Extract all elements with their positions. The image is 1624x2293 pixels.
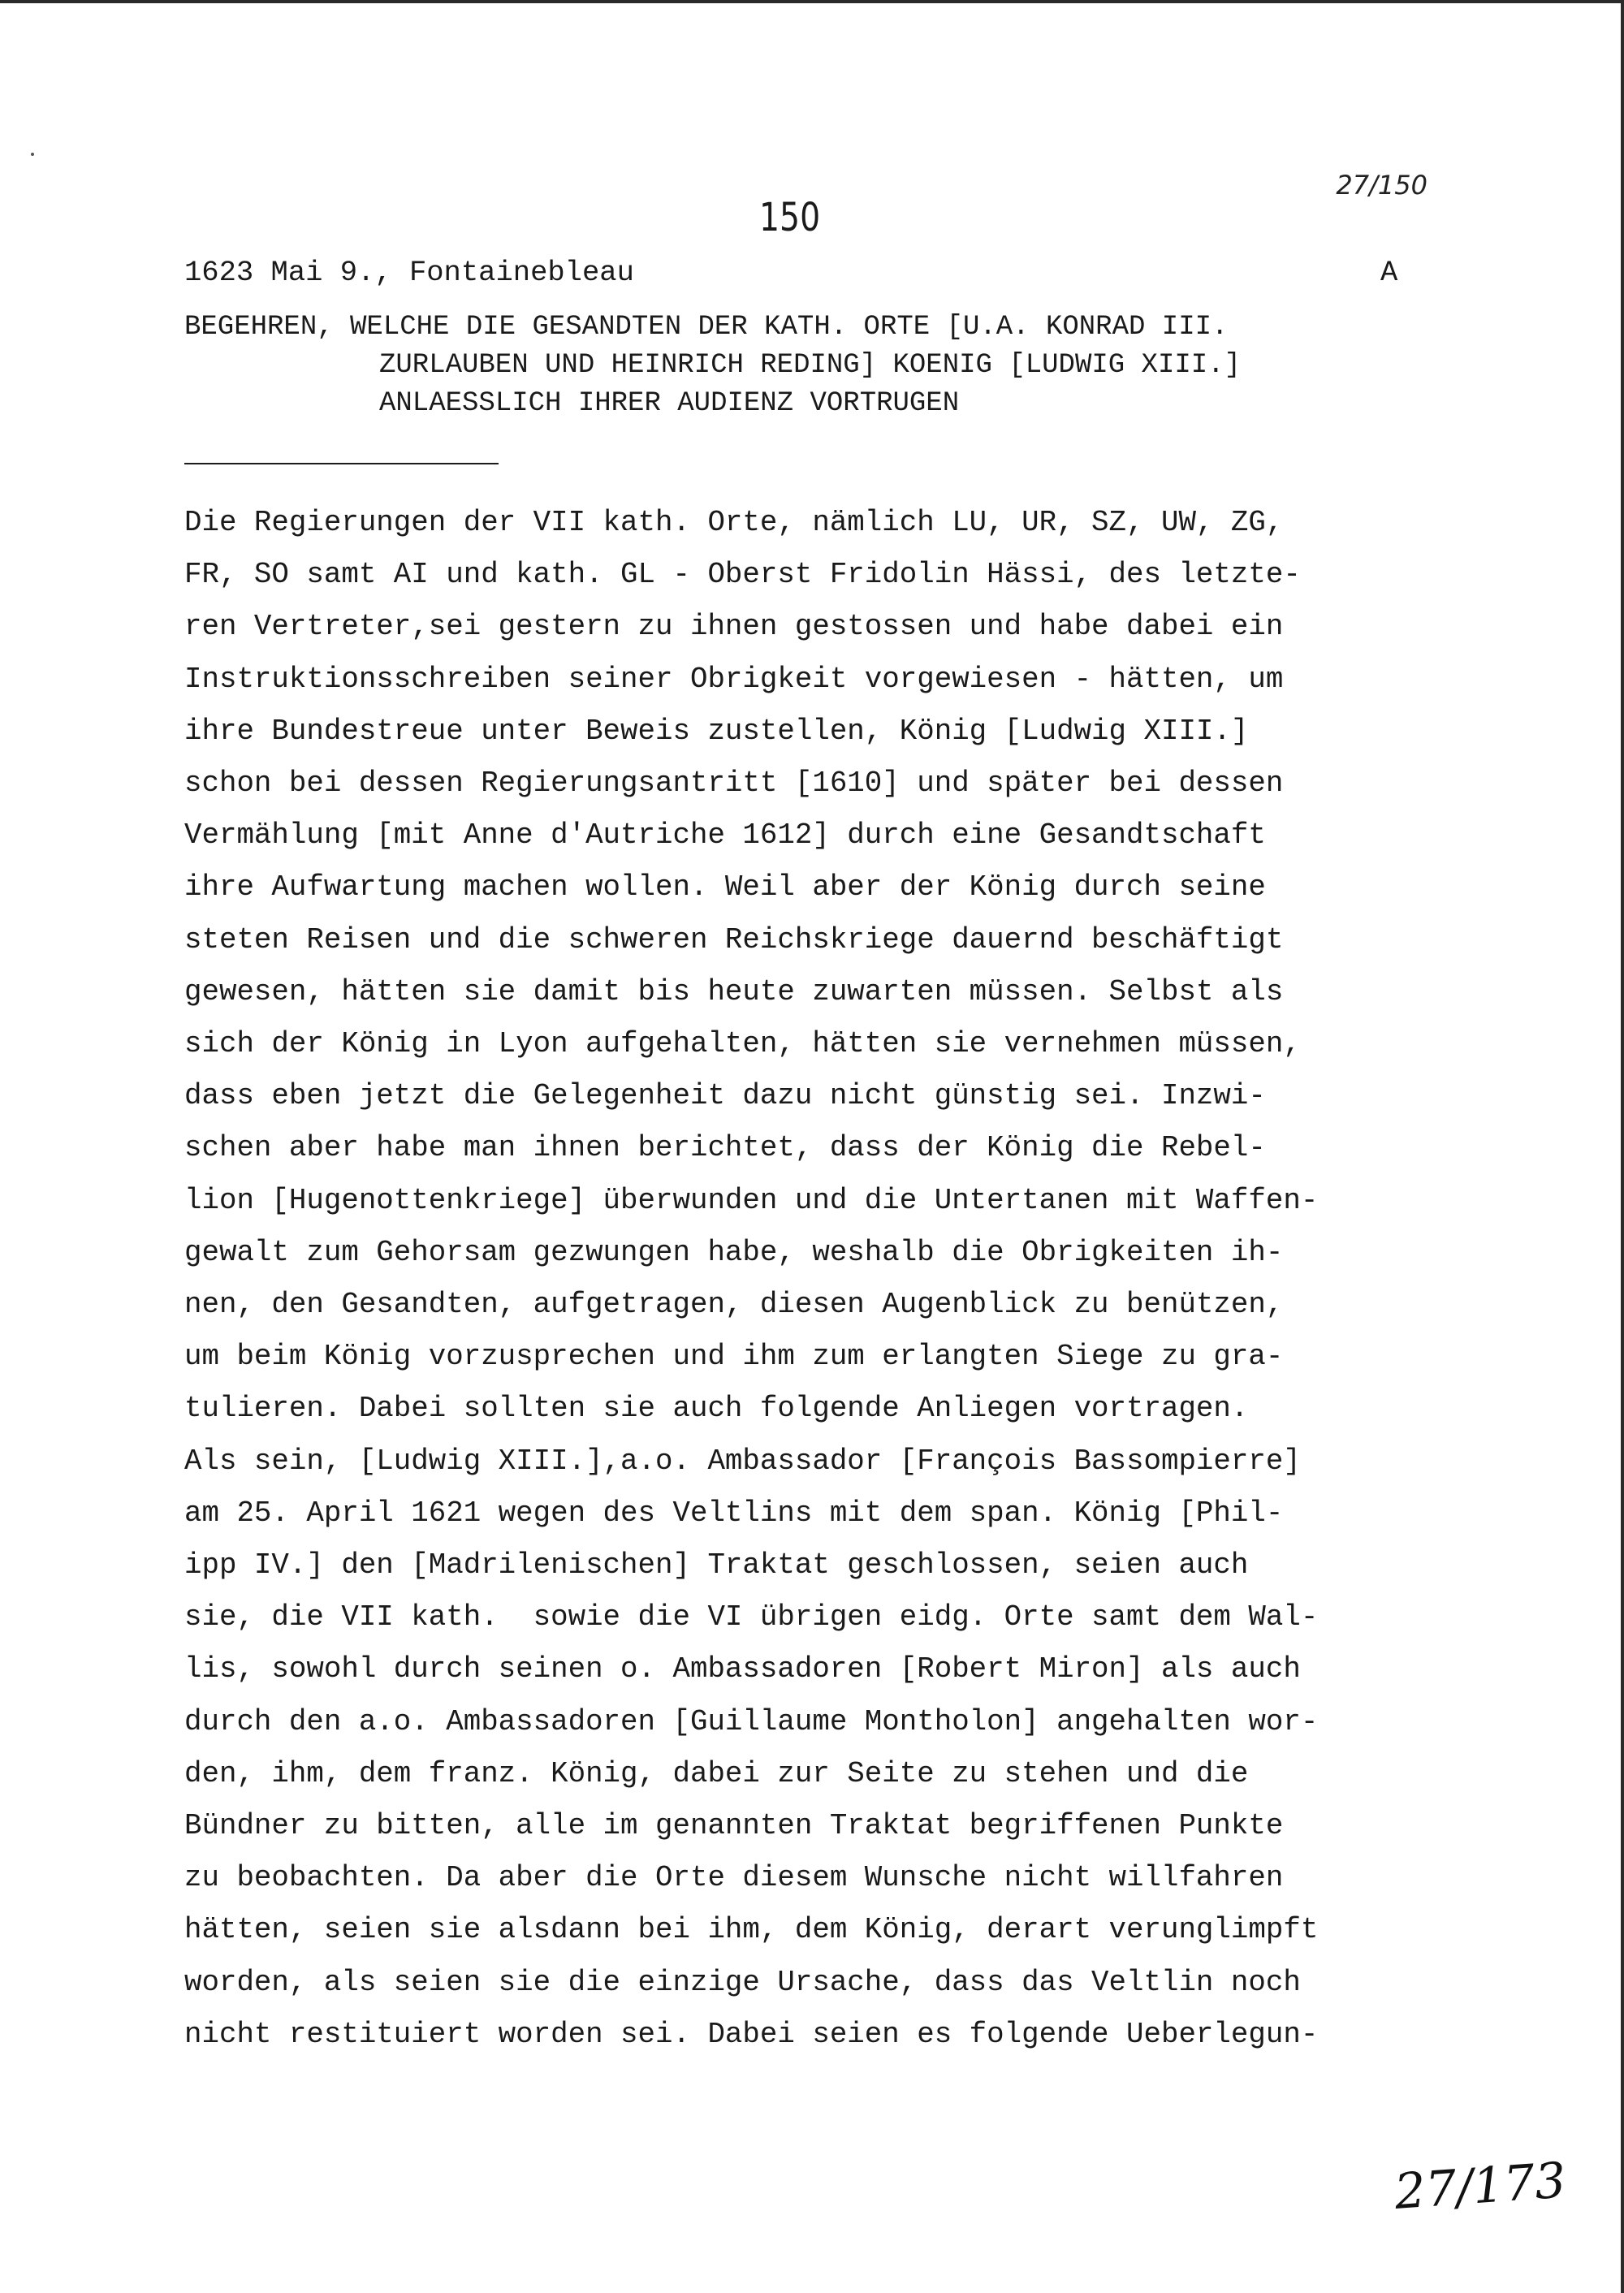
dateline: 1623 Mai 9., Fontainebleau [184, 256, 634, 289]
page-border-right [1621, 0, 1624, 2293]
body-line: schen aber habe man ihnen berichtet, dass der König die Rebel- [184, 1131, 1266, 1165]
body-line: gewalt zum Gehorsam gezwungen habe, weshalb die Obrigkeiten ih- [184, 1235, 1284, 1269]
body-line: gewesen, hätten sie damit bis heute zuwarten müssen. Selbst als [184, 974, 1284, 1008]
body-line: lion [Hugenottenkriege] überwunden und die Untertanen mit Waffen- [184, 1183, 1319, 1217]
body-line: ihre Aufwartung machen wollen. Weil aber der König durch seine [184, 870, 1266, 905]
body-line: um beim König vorzusprechen und ihm zum erlangten Siege zu gra- [184, 1340, 1284, 1374]
heading-line: ZURLAUBEN UND HEINRICH REDING] KOENIG [LUDWIG XIII.] [379, 350, 1241, 381]
body-line: am 25. April 1621 wegen des Veltlins mit dem span. König [Phil- [184, 1496, 1284, 1530]
body-line: nicht restituiert worden sei. Dabei seien es folgende Ueberlegun- [184, 2017, 1319, 2051]
scan-speck [31, 153, 34, 156]
body-line: den, ihm, dem franz. König, dabei zur Seite zu stehen und die [184, 1756, 1249, 1790]
body-line: durch den a.o. Ambassadoren [Guillaume Montholon] angehalten wor- [184, 1704, 1319, 1738]
document-heading [184, 309, 1467, 423]
body-line: Vermählung [mit Anne d'Autriche 1612] durch eine Gesandtschaft [184, 818, 1266, 853]
body-line: schon bei dessen Regierungsantritt [1610] und später bei dessen [184, 766, 1284, 801]
body-line: nen, den Gesandten, aufgetragen, diesen Augenblick zu benützen, [184, 1288, 1284, 1322]
body-line: zu beobachten. Da aber die Orte diesem Wunsche nicht willfahren [184, 1861, 1284, 1895]
handwritten-archive-number: 27/173 [1393, 2152, 1568, 2221]
body-line: sich der König in Lyon aufgehalten, hätten sie vernehmen müssen, [184, 1027, 1301, 1061]
body-line: ihre Bundestreue unter Beweis zustellen, König [Ludwig XIII.] [184, 714, 1249, 748]
body-line: Als sein, [Ludwig XIII.],a.o. Ambassador [François Bassompierre] [184, 1444, 1301, 1478]
body-line: Die Regierungen der VII kath. Orte, nämlich LU, UR, SZ, UW, ZG, [184, 506, 1284, 539]
body-line: Instruktionsschreiben seiner Obrigkeit vorgewiesen - hätten, um [184, 662, 1284, 696]
body-line: sie, die VII kath. sowie die VI übrigen eidg. Orte samt dem Wal- [184, 1600, 1319, 1634]
separator-rule [184, 463, 499, 464]
body-line: steten Reisen und die schweren Reichskriege dauernd beschäftigt [184, 922, 1284, 956]
body-line: hätten, seien sie alsdann bei ihm, dem König, derart verunglimpft [184, 1913, 1319, 1947]
body-line: dass eben jetzt die Gelegenheit dazu nicht günstig sei. Inzwi- [184, 1079, 1266, 1113]
body-line: Bündner zu bitten, alle im genannten Traktat begriffenen Punkte [184, 1809, 1284, 1843]
category-letter: A [1380, 256, 1398, 289]
reference-number-top: 27/150 [1336, 170, 1427, 201]
body-line: FR, SO samt AI und kath. GL - Oberst Fridolin Hässi, des letzte- [184, 558, 1301, 592]
body-line: tulieren. Dabei sollten sie auch folgende Anliegen vortragen. [184, 1392, 1249, 1426]
body-line: lis, sowohl durch seinen o. Ambassadoren [Robert Miron] als auch [184, 1652, 1301, 1686]
heading-line: BEGEHREN, WELCHE DIE GESANDTEN DER KATH. ORTE [U.A. KONRAD III. [184, 312, 1229, 343]
body-text [184, 497, 1484, 2061]
body-line: ipp IV.] den [Madrilenischen] Traktat geschlossen, seien auch [184, 1548, 1249, 1583]
body-line: worden, als seien sie die einzige Ursache, dass das Veltlin noch [184, 1965, 1301, 1999]
page-border-top [0, 0, 1624, 3]
body-line: ren Vertreter,sei gestern zu ihnen gestossen und habe dabei ein [184, 610, 1284, 644]
heading-line: ANLAESSLICH IHRER AUDIENZ VORTRUGEN [379, 388, 960, 419]
page-number: 150 [759, 195, 821, 240]
